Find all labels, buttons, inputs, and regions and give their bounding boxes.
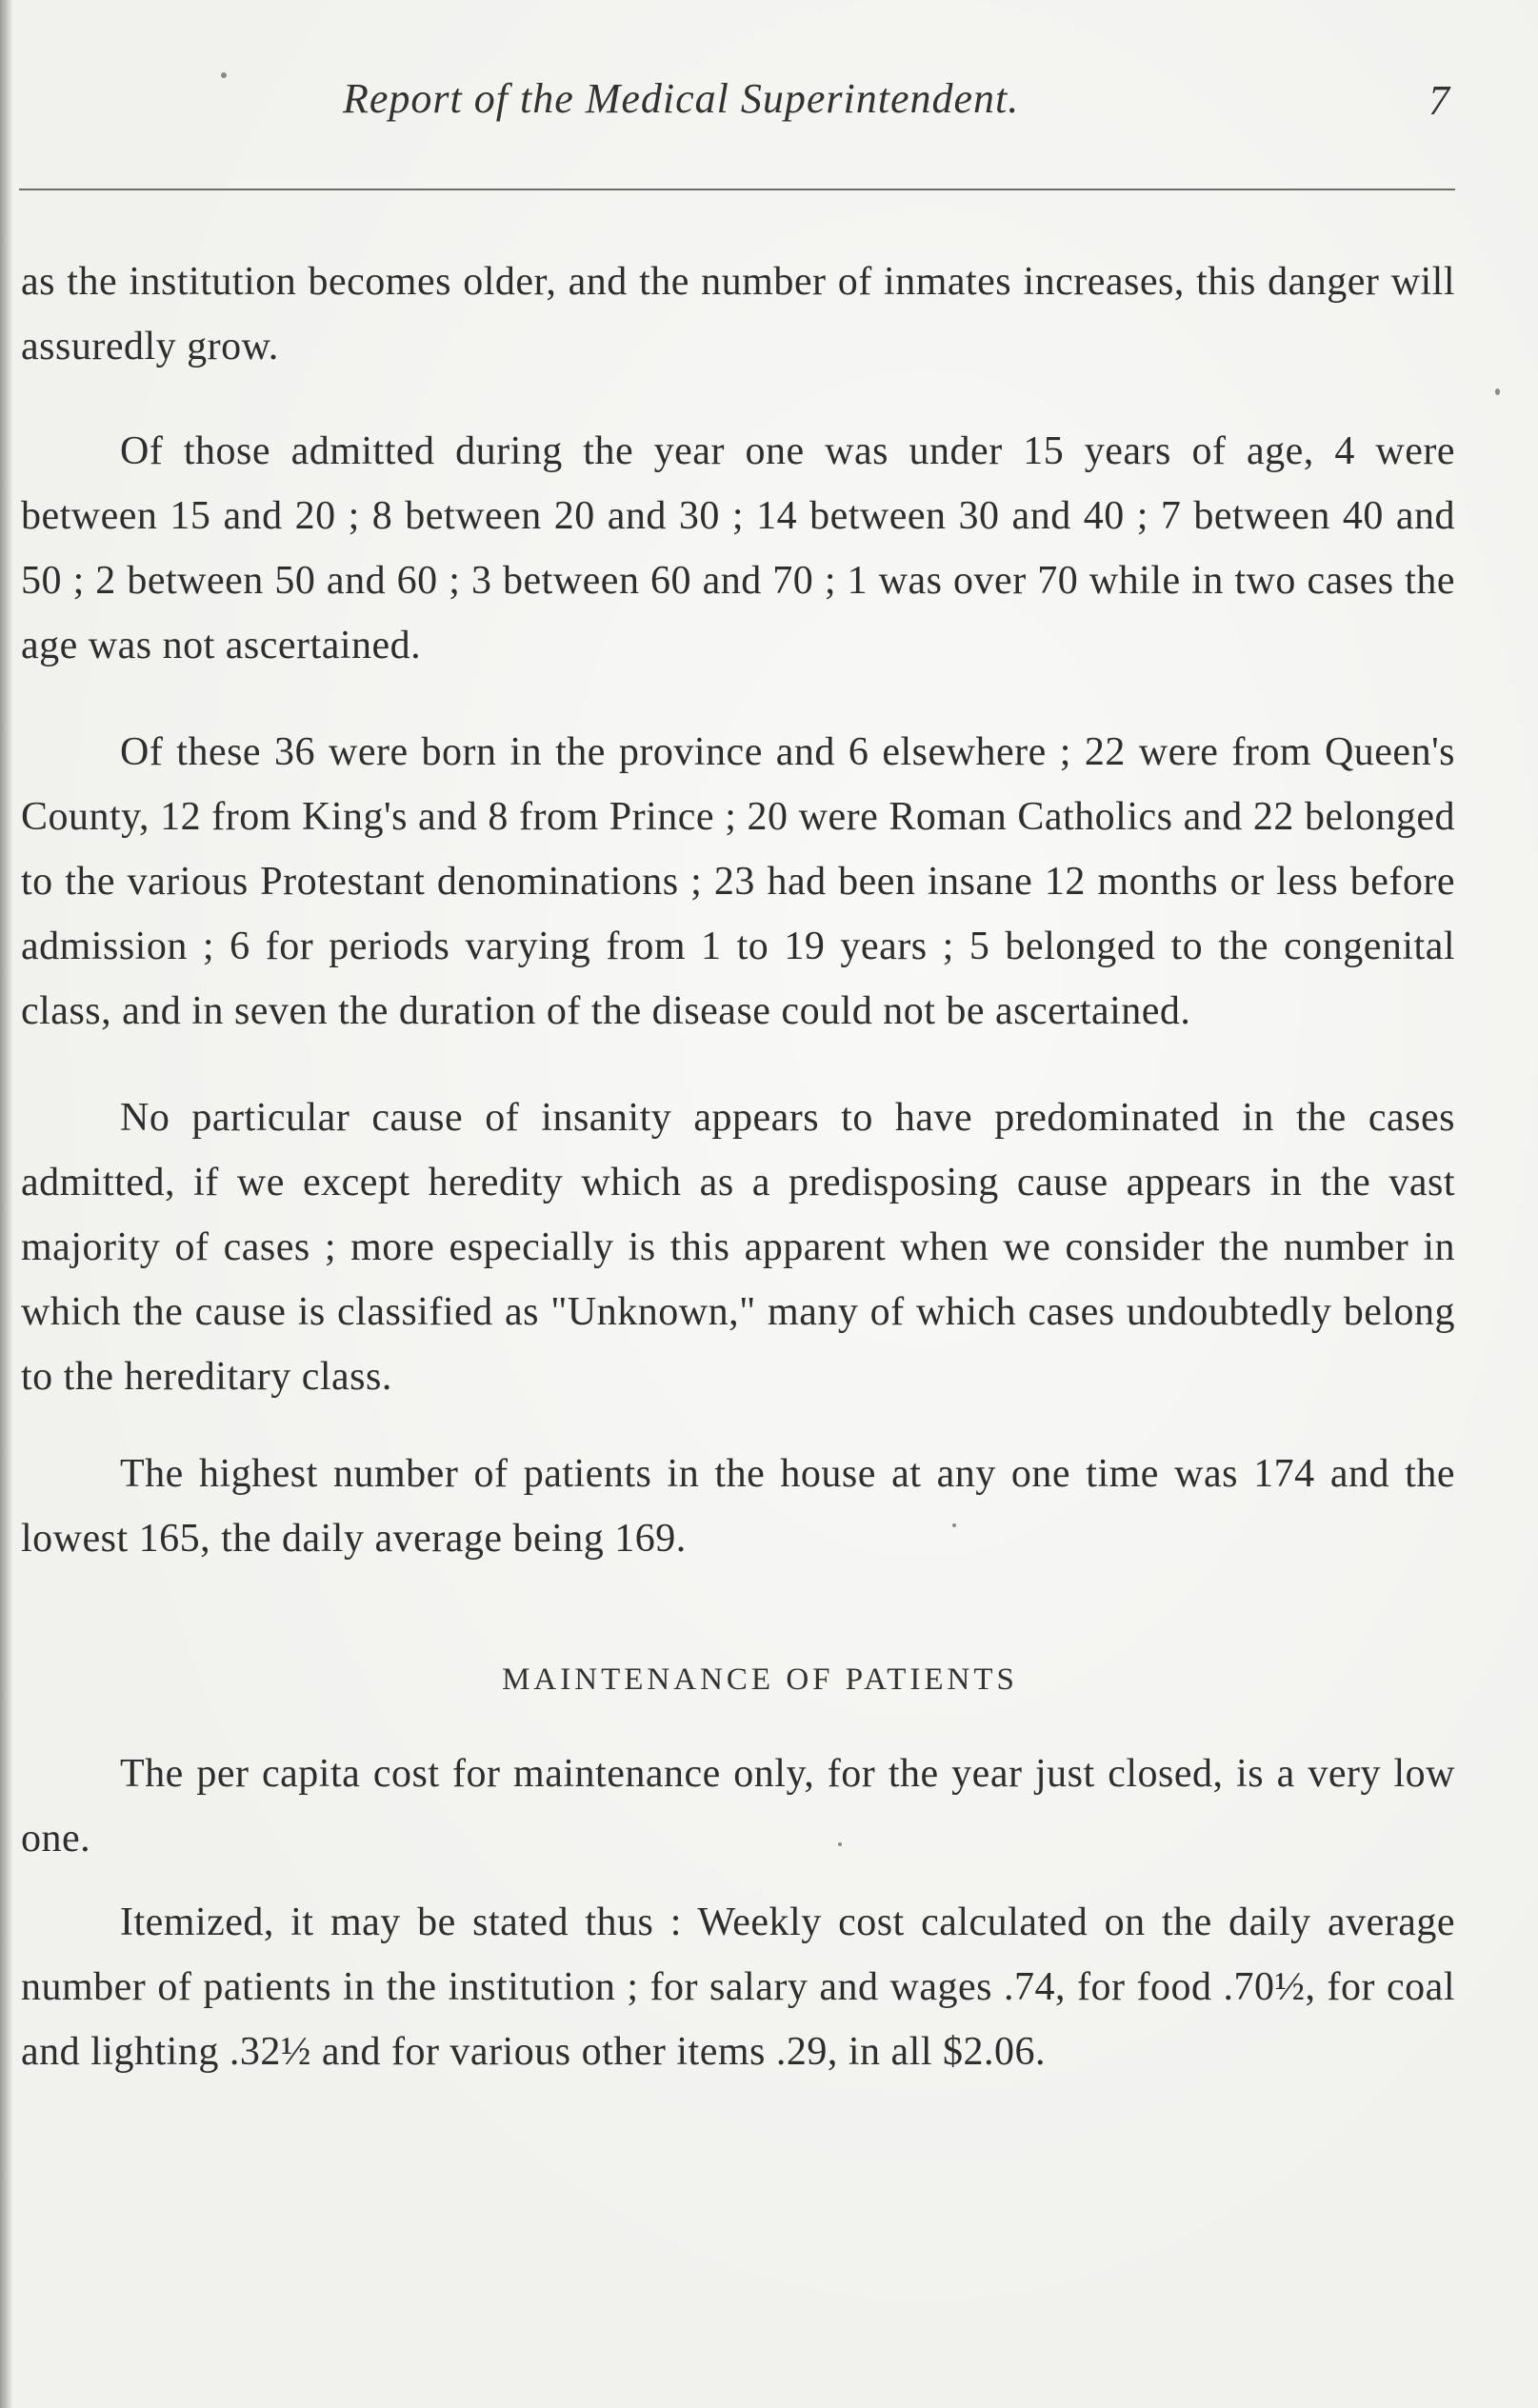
print-speck <box>952 1523 956 1527</box>
paragraph-ages: Of those admitted during the year one was under 15 years of age, 4 were between 15 and 20 ; 8 between 20 and 30 ; 14 between 30 and 40 ; 7 between 40 and 50 ; 2 between 50 and 60 ; 3 between 60 and 70 ; 1 was over 70 while in two cases the age was not ascertained. <box>21 429 1455 667</box>
header-rule <box>19 189 1455 190</box>
paragraph-itemized: Itemized, it may be stated thus : Weekly cost calculated on the daily average number of patients in the institution ; for salary and wages .74, for food .70½, for coal and lighting .32½ and for various other items .29, in all $2.06. <box>21 1901 1455 2074</box>
print-speck <box>221 72 227 78</box>
binding-edge <box>0 0 13 2408</box>
paragraph-per-capita: The per capita cost for maintenance only, for the year just closed, is a very low one. <box>21 1752 1455 1861</box>
print-speck <box>838 1842 842 1846</box>
running-head <box>0 74 1538 150</box>
section-heading: MAINTENANCE OF PATIENTS <box>502 1662 1018 1697</box>
paragraph-continuation: as the institution becomes older, and the number of inmates increases, this danger will assuredly grow. <box>21 260 1455 368</box>
page-number: 7 <box>1428 77 1449 124</box>
running-title: Report of the Medical Superintendent. <box>343 75 1020 122</box>
paragraph-causes: No particular cause of insanity appears to have predominated in the cases admitted, if we except heredity which as a predisposing cause appears in the vast majority of cases ; more especially is this apparent when we consider the number in which the cause is classified as "Unknown," many of which cases undoubtedly belong to the hereditary class. <box>21 1096 1455 1399</box>
body-text <box>21 249 1455 2084</box>
print-speck <box>1495 388 1500 395</box>
paragraph-origins: Of these 36 were born in the province and 6 elsewhere ; 22 were from Queen's County, 12 from King's and 8 from Prince ; 20 were Roman Catholics and 22 belonged to the various Protestant denominations ; 23 had been insane 12 months or less before admission ; 6 for periods varying from 1 to 19 years ; 5 belonged to the congenital class, and in seven the duration of the disease could not be ascertained. <box>21 730 1455 1033</box>
paragraph-patient-numbers: The highest number of patients in the house at any one time was 174 and the lowest 165, the daily average being 169. <box>21 1452 1455 1561</box>
